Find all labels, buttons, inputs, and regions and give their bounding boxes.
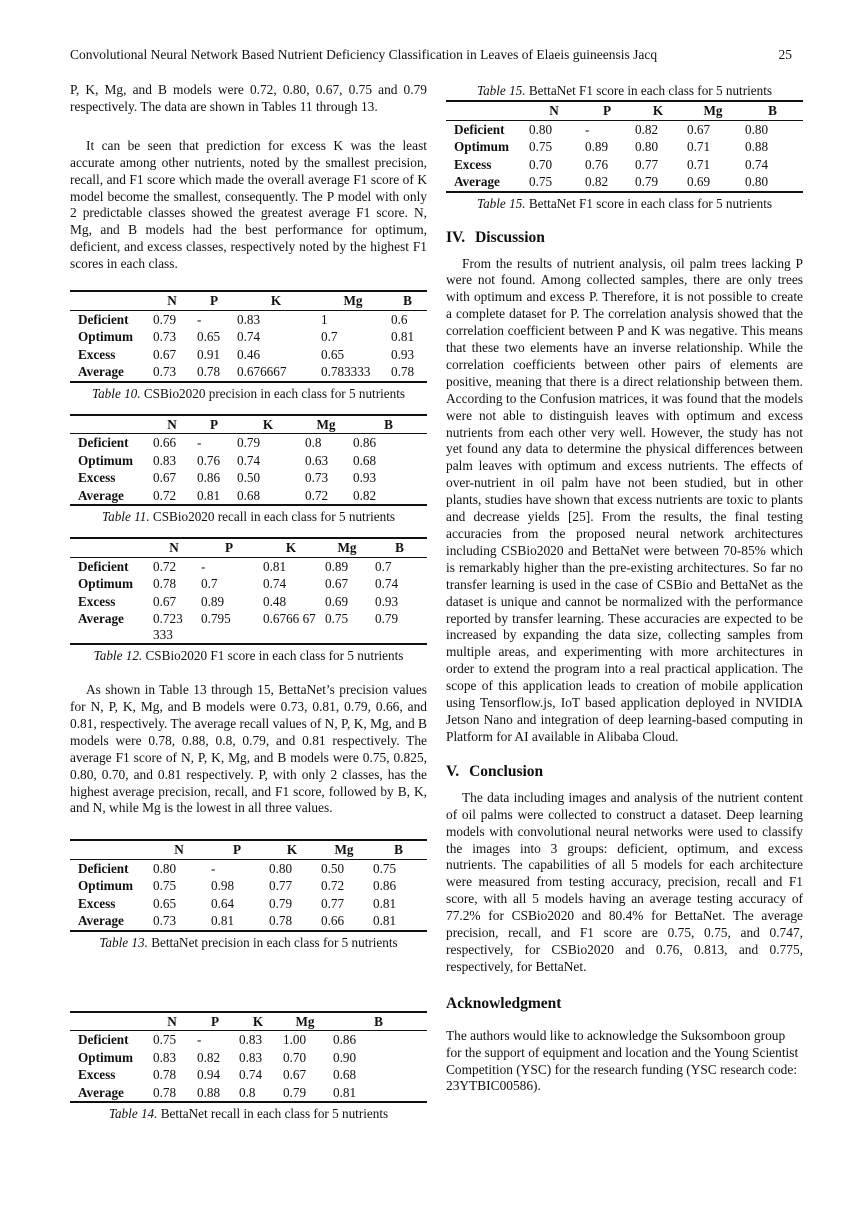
table-cell: 0.65: [321, 346, 345, 362]
row-header: Deficient: [78, 860, 129, 876]
table-cell: 0.8: [236, 1084, 280, 1103]
column-header: N: [150, 840, 208, 859]
table-row: [70, 487, 427, 506]
table-cell: 0.73: [150, 912, 208, 931]
table-row: [70, 610, 427, 644]
header-corner: [70, 538, 150, 557]
row-header: Excess: [78, 593, 116, 609]
row-header: Average: [70, 487, 150, 506]
table-row: [70, 310, 427, 328]
table-cell: 0.79: [269, 895, 293, 911]
table-cell: 0.81: [194, 487, 234, 506]
caption-text: CSBio2020 recall in each class for 5 nutrients: [149, 509, 396, 525]
table-cell: 0.94: [197, 1067, 221, 1083]
table-cell: 0.63: [305, 452, 329, 468]
running-title: Convolutional Neural Network Based Nutrient Deficiency Classification in Leaves of Elaeis guineensis Jacq: [70, 47, 658, 62]
table-cell: 0.81: [330, 1084, 427, 1103]
column-header: K: [632, 101, 684, 120]
table-cell: 0.67: [687, 121, 711, 137]
caption-label: Table 15.: [476, 83, 526, 98]
table-cell: 0.86: [333, 1032, 357, 1048]
table-row: [70, 469, 427, 487]
table-cell: 0.73: [153, 329, 177, 345]
table-cell: 0.65: [153, 895, 177, 911]
row-header: Average: [70, 1084, 150, 1103]
column-header: K: [236, 1012, 280, 1031]
column-header: Mg: [684, 101, 742, 120]
column-header: B: [742, 101, 803, 120]
table-cell: 0.98: [211, 878, 235, 894]
data-table: [70, 290, 427, 383]
row-header: Deficient: [78, 1032, 129, 1048]
column-header: B: [330, 1012, 427, 1031]
table-cell: 0.67: [153, 470, 177, 486]
table-cell: 0.83: [239, 1049, 263, 1065]
table-cell: 0.83: [237, 311, 261, 327]
table-11: [70, 414, 427, 526]
table-cell: 0.48: [263, 593, 287, 609]
caption-label: Table 13.: [99, 934, 148, 950]
discussion-text: From the results of nutrient analysis, oil palm trees lacking P were not found. Among collected samples, there are only trees with optimum and excess P. Therefore, it is not possible to create a complete dataset for P. The correlation analysis showed that the correlation coefficient between P and K was negative. This means that these two elements have an inverse relationship. While the correlation coefficients between other pairs of elements are positive, meaning that there is a direct relationship between them. According to the Confusion matrices, it was found that the models were not able to distinguish leaves with optimum and excess nutrients from each other very well. However, the study has not yet found any data to determine the physical differences between palm leaves with optimum and excess nutrients. The effects of over-nutrient in oil palm have not been studied, but in other plants, studies have shown that excess nutrients are toxic to plants and decrease yields [25]. From the results, the final testing accuracies from the proposed neural network architectures including CSBio2020 and BettaNet were between 70-85% which is remarkably higher than the pre-existing architectures. So far no transfer learning is used in the case of CSBio and BettaNet as the dataset is unique and cannot be normalized with the performance reported by transfer learning. These accuracies are expected to be increased by expanding the data size, collecting samples from multiple areas, and experimenting with more architectures in order to extend the program into a real practical application. The scope of this application leads to creation of mobile application using Tensorflow.js, IoT based application deployed in NVIDIA Jetson Nano and integration of deep learning-based computing in Platform for AI available in Alibaba Cloud.: [446, 255, 803, 744]
table-cell: 0.81: [391, 329, 415, 345]
table-cell: 0.72: [153, 558, 177, 574]
section-number: V.: [446, 762, 460, 780]
column-header: Mg: [322, 538, 372, 557]
table-cell: 0.75: [373, 860, 397, 876]
intro-paragraph: P, K, Mg, and B models were 0.72, 0.80, 0.67, 0.75 and 0.79 respectively. The data are shown in Tables 11 through 13.: [70, 82, 427, 114]
row-header: Average: [70, 912, 150, 931]
table-cell: 0.80: [742, 173, 803, 192]
table-row: [70, 434, 427, 452]
conclusion-text: The data including images and analysis of the nutrient content of oil palms were collected to construct a dataset. Deep learning models with convolutional neural networks were used to classify the images into 3 groups: deficient, optimum, and excess nutrients. The capabilities of all 5 models for each architecture were measured from testing accuracy, precision, recall and F1 score, with all 5 models having an average testing accuracy of 77.2% for CSBio2020 and 80.4% for BettaNet. The average precision, recall, and F1 score are 0.75, 0.75, and 0.747, respectively, for CSBio2020 and 0.76, 0.813, and 0.775, respectively, for BettaNet.: [446, 789, 803, 974]
table-cell: 0.73: [150, 363, 194, 382]
table-caption: [70, 647, 427, 664]
table-cell: 0.89: [325, 558, 349, 574]
table-cell: 0.72: [302, 487, 350, 506]
row-header: Deficient: [78, 435, 129, 451]
column-header: P: [198, 538, 260, 557]
column-header: Mg: [318, 291, 388, 310]
table-row: [70, 452, 427, 470]
table-row: [446, 138, 803, 156]
table-cell: 0.79: [372, 610, 427, 644]
table-cell: 0.64: [211, 895, 235, 911]
table-cell: 0.77: [269, 878, 293, 894]
column-header: P: [194, 415, 234, 434]
table-14: [70, 1011, 427, 1123]
table-cell: 0.72: [150, 487, 194, 506]
table-header-row: [446, 101, 803, 120]
table-cell: 0.783333: [318, 363, 388, 382]
table-cell: 0.79: [280, 1084, 330, 1103]
table-caption: [70, 1105, 427, 1122]
caption-label: Table 15.: [476, 195, 526, 211]
table-cell: 0.77: [635, 156, 659, 172]
table-cell: 0.91: [197, 346, 221, 362]
table-cell: 0.71: [687, 156, 711, 172]
table-cell: 0.81: [208, 912, 266, 931]
table-header-row: [70, 415, 427, 434]
table-row: [70, 575, 427, 593]
caption-text: BettaNet F1 score in each class for 5 nutrients: [525, 83, 773, 98]
table-row: [70, 557, 427, 575]
table-cell: 0.93: [391, 346, 415, 362]
data-table: [70, 1011, 427, 1104]
table-header-row: [70, 840, 427, 859]
caption-label: Table 12.: [93, 648, 143, 664]
caption-text: CSBio2020 F1 score in each class for 5 nutrients: [142, 648, 404, 664]
table-cell: -: [585, 121, 590, 137]
table-row: [70, 593, 427, 611]
row-header: Optimum: [78, 1049, 133, 1065]
table-row: [70, 1049, 427, 1067]
table-cell: 0.70: [283, 1049, 307, 1065]
table-cell: 0.81: [373, 895, 397, 911]
table-cell: 0.75: [153, 878, 177, 894]
table-caption: [70, 508, 427, 525]
table-cell: 0.86: [373, 878, 397, 894]
table-cell: 0.8: [305, 435, 322, 451]
column-header: K: [234, 415, 302, 434]
table-cell: 0.65: [197, 329, 221, 345]
table-cell: 0.82: [582, 173, 632, 192]
caption-text: BettaNet F1 score in each class for 5 nutrients: [525, 195, 773, 211]
right-column: [446, 82, 803, 1095]
column-header: P: [582, 101, 632, 120]
table-header-row: [70, 291, 427, 310]
table-row: [70, 1031, 427, 1049]
header-corner: [70, 840, 150, 859]
table-row: [446, 156, 803, 174]
column-header: Mg: [302, 415, 350, 434]
table-caption: [70, 934, 427, 951]
table-cell: 0.93: [353, 470, 377, 486]
table-cell: 0.86: [353, 435, 377, 451]
table-cell: 0.795: [198, 610, 260, 644]
acknowledgment-heading: Acknowledgment: [446, 994, 562, 1012]
left-column: [70, 82, 427, 1122]
table-cell: 0.75: [526, 173, 582, 192]
table-cell: 0.82: [350, 487, 427, 506]
table-row: [70, 895, 427, 913]
table-cell: 0.74: [237, 329, 261, 345]
table-row: [70, 363, 427, 382]
table-cell: 0.74: [745, 156, 769, 172]
page-number: 25: [778, 47, 792, 62]
table-cell: -: [197, 435, 202, 451]
column-header: K: [266, 840, 318, 859]
table-cell: 0.76: [197, 452, 221, 468]
column-header: N: [526, 101, 582, 120]
section-number: IV.: [446, 228, 466, 246]
table-10: [70, 290, 427, 402]
table-cell: 0.76: [585, 156, 609, 172]
table-cell: 0.93: [375, 593, 399, 609]
caption-label: Table 14.: [108, 1106, 158, 1122]
table-cell: 0.67: [153, 593, 177, 609]
header-corner: [70, 291, 150, 310]
table-cell: -: [201, 558, 206, 574]
table-cell: -: [197, 311, 202, 327]
table-12: [70, 537, 427, 664]
table-cell: 0.78: [153, 576, 177, 592]
table-cell: 0.67: [283, 1067, 307, 1083]
table-cell: 0.74: [237, 452, 261, 468]
header-corner: [446, 101, 526, 120]
table-cell: 0.79: [237, 435, 261, 451]
table-row: [70, 1066, 427, 1084]
table-cell: 0.46: [237, 346, 261, 362]
table-cell: -: [211, 860, 216, 876]
caption-label: Table 10.: [91, 385, 141, 401]
table-row: [70, 859, 427, 877]
acknowledgment-text: The authors would like to acknowledge the Suksomboon group for the support of equipment and location and the Young Scientist Competition (YSC) for the research funding (YSC research code: 23YTBIC00586).: [446, 1027, 799, 1094]
discussion-heading: [446, 228, 803, 248]
table-cell: 0.80: [153, 860, 177, 876]
running-header: [70, 46, 792, 66]
table-cell: 0.83: [153, 452, 177, 468]
table-row: [70, 346, 427, 364]
row-header: Optimum: [78, 452, 133, 468]
caption-text: BettaNet precision in each class for 5 nutrients: [147, 934, 398, 950]
table-cell: 0.86: [197, 470, 221, 486]
table-cell: 0.82: [197, 1049, 221, 1065]
table-cell: 0.81: [263, 558, 287, 574]
row-header: Deficient: [78, 558, 129, 574]
table-cell: 0.79: [153, 311, 177, 327]
column-header: Mg: [318, 840, 370, 859]
row-header: Average: [70, 610, 150, 644]
column-header: P: [194, 1012, 236, 1031]
row-header: Average: [446, 173, 526, 192]
column-header: N: [150, 538, 198, 557]
column-header: B: [372, 538, 427, 557]
table-cell: 0.68: [353, 452, 377, 468]
table-cell: -: [197, 1032, 202, 1048]
table-cell: 0.78: [388, 363, 427, 382]
table-cell: 0.67: [153, 346, 177, 362]
table-cell: 0.80: [269, 860, 293, 876]
data-table: [446, 100, 803, 193]
table-row: [70, 912, 427, 931]
table-cell: 0.66: [153, 435, 177, 451]
table-cell: 0.73: [305, 470, 329, 486]
table-cell: 0.83: [153, 1049, 177, 1065]
conclusion-heading: [446, 762, 803, 782]
table-cell: 0.69: [684, 173, 742, 192]
data-table: [70, 839, 427, 932]
row-header: Optimum: [78, 329, 133, 345]
row-header: Excess: [78, 470, 116, 486]
column-header: K: [234, 291, 318, 310]
table-cell: 0.78: [153, 1067, 177, 1083]
table-cell: 0.71: [687, 139, 711, 154]
table-cell: 0.78: [194, 363, 234, 382]
table-cell: 0.723 333: [150, 610, 198, 644]
table-cell: 0.75: [153, 1032, 177, 1048]
table-cell: 0.88: [194, 1084, 236, 1103]
table-cell: 0.78: [150, 1084, 194, 1103]
bettanet-paragraph: As shown in Table 13 through 15, BettaNet’s precision values for N, P, K, Mg, and B models were 0.73, 0.81, 0.79, 0.66, and 0.81, respectively. The average recall values of N, P, K, Mg, and B models were 0.78, 0.88, 0.8, 0.79, and 0.81 respectively. The average F1 score of N, P, K, Mg, and B models were 0.75, 0.825, 0.80, 0.70, and 0.81 respectively. P, with only 2 classes, has the highest average precision, recall, and F1 score, followed by B, K, and N, while Mg is the lowest in all three values.: [70, 682, 427, 816]
table-cell: 0.90: [333, 1049, 357, 1065]
table-cell: 0.6: [391, 311, 408, 327]
data-table: [70, 537, 427, 645]
table-cell: 0.66: [318, 912, 370, 931]
caption-text: BettaNet recall in each class for 5 nutrients: [157, 1106, 389, 1122]
table-row: [70, 328, 427, 346]
column-header: Mg: [280, 1012, 330, 1031]
table-cell: 0.83: [239, 1032, 263, 1048]
table-header-row: [70, 1012, 427, 1031]
table-caption: [70, 385, 427, 402]
table-cell: 0.89: [585, 139, 609, 154]
table-cell: 0.75: [322, 610, 372, 644]
table-cell: 0.74: [263, 576, 287, 592]
table-cell: 0.6766 67: [260, 610, 322, 644]
table-cell: 0.72: [321, 878, 345, 894]
row-header: Excess: [454, 156, 492, 172]
table-header-row: [70, 538, 427, 557]
table-cell: 0.81: [370, 912, 427, 931]
column-header: B: [388, 291, 427, 310]
table-cell: 0.68: [333, 1067, 357, 1083]
caption-label: Table 11.: [101, 509, 150, 525]
table-cell: 0.75: [529, 139, 553, 154]
analysis-paragraph: It can be seen that prediction for excess K was the least accurate among other nutrients, noted by the smallest precision, recall, and F1 score which made the overall average F1 score of K model become the smallest, consequently. The P model with only 2 predictable classes showed the greatest average F1 score. N, Mg, and B models had the best performance for optimum, deficient, and excess classes, respectively noted by the highest F1 scores in each class.: [70, 137, 427, 272]
table-cell: 1.00: [283, 1032, 307, 1048]
table-cell: 0.74: [239, 1067, 263, 1083]
table-cell: 0.79: [632, 173, 684, 192]
table-cell: 0.88: [745, 139, 769, 154]
table-cell: 0.7: [201, 576, 218, 592]
table-cell: 0.68: [234, 487, 302, 506]
table-cell: 0.80: [745, 121, 769, 137]
table-cell: 0.50: [237, 470, 261, 486]
table-row: [70, 1084, 427, 1103]
column-header: K: [260, 538, 322, 557]
section-title: Discussion: [475, 228, 545, 246]
header-corner: [70, 1012, 150, 1031]
data-table: [70, 414, 427, 507]
table-cell: 0.50: [321, 860, 345, 876]
row-header: Excess: [78, 346, 116, 362]
row-header: Excess: [78, 1067, 116, 1083]
section-title: Conclusion: [469, 762, 544, 780]
header-corner: [70, 415, 150, 434]
table-cell: 0.676667: [234, 363, 318, 382]
column-header: P: [208, 840, 266, 859]
row-header: Average: [70, 363, 150, 382]
column-header: N: [150, 415, 194, 434]
table-cell: 0.74: [375, 576, 399, 592]
row-header: Excess: [78, 895, 116, 911]
table-caption: [446, 195, 803, 212]
row-header: Deficient: [454, 121, 505, 137]
table-row: [70, 877, 427, 895]
table-cell: 0.89: [201, 593, 225, 609]
column-header: N: [150, 1012, 194, 1031]
table-cell: 0.7: [375, 558, 392, 574]
row-header: Optimum: [78, 878, 133, 894]
row-header: Optimum: [454, 139, 509, 154]
row-header: Deficient: [78, 311, 129, 327]
column-header: P: [194, 291, 234, 310]
table-cell: 0.67: [325, 576, 349, 592]
table-cell: 0.80: [635, 139, 659, 154]
table-cell: 0.69: [325, 593, 349, 609]
table-cell: 0.78: [266, 912, 318, 931]
table-row: [446, 173, 803, 192]
table-top-caption: [446, 82, 803, 99]
table-cell: 0.77: [321, 895, 345, 911]
column-header: B: [370, 840, 427, 859]
column-header: B: [350, 415, 427, 434]
table-cell: 0.82: [635, 121, 659, 137]
caption-text: CSBio2020 precision in each class for 5 nutrients: [140, 385, 406, 401]
table-13: [70, 839, 427, 951]
column-header: N: [150, 291, 194, 310]
table-cell: 1: [321, 311, 328, 327]
row-header: Optimum: [78, 576, 133, 592]
table-cell: 0.7: [321, 329, 338, 345]
table-cell: 0.80: [529, 121, 553, 137]
table-15: [446, 82, 803, 212]
table-cell: 0.70: [529, 156, 553, 172]
table-row: [446, 120, 803, 138]
